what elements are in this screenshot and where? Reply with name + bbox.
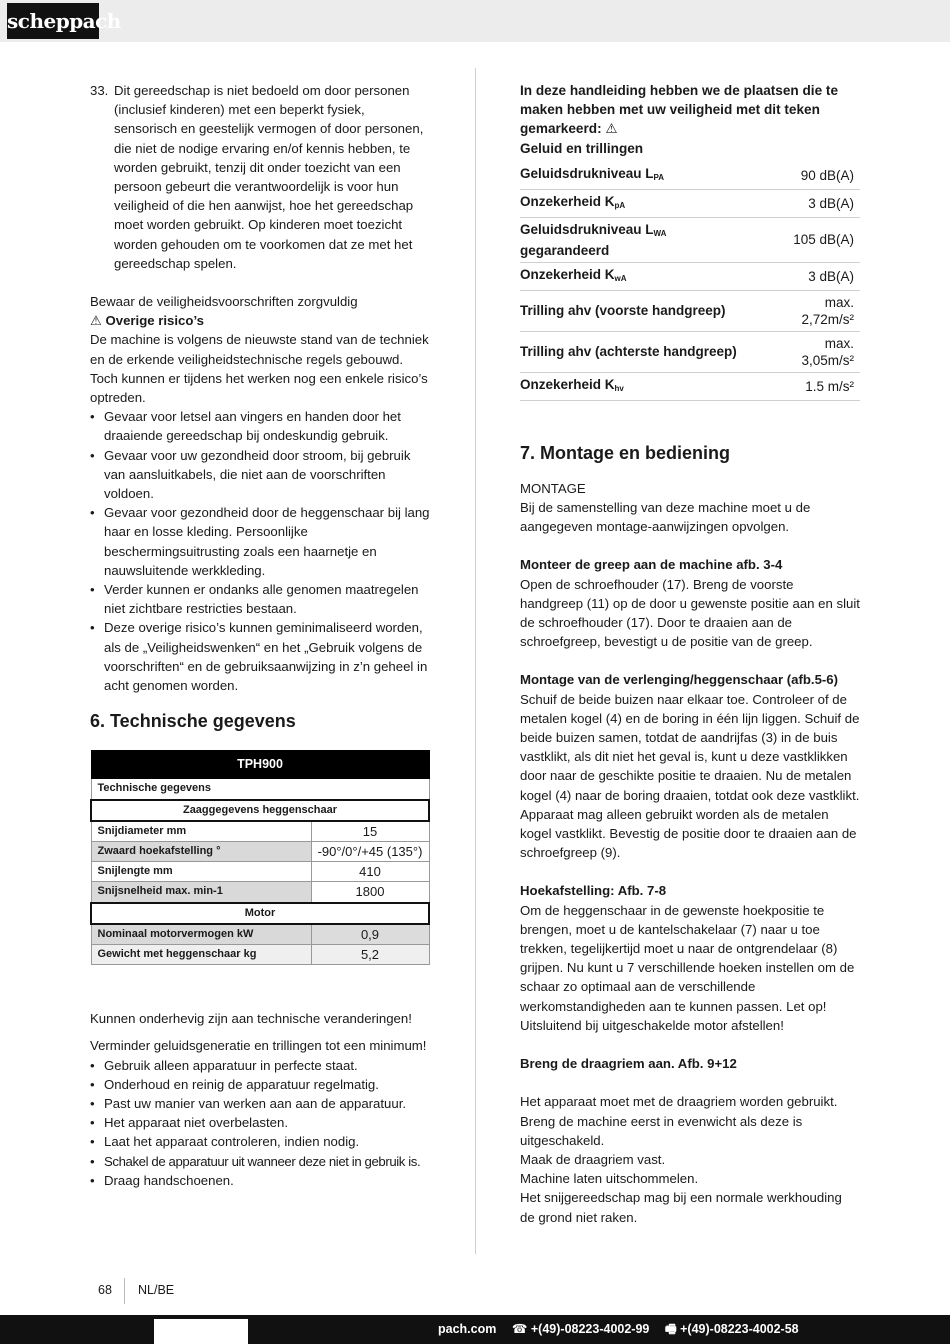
list-item: • Schakel de apparatuur uit wanneer deze niet in gebruik is. [90,1153,421,1169]
angle-heading: Hoekafstelling: Afb. 7-8 [520,883,667,899]
risks-intro: De machine is volgens de nieuwste stand van de techniek en de erkende veiligheidstechnische regels gebouwd. Toch kunnen er tijdens het werken nog een enkele risico’s optreden. [90,332,429,406]
contact-info [438,1315,811,1344]
mount-label: MONTAGE [520,480,586,496]
table-row: Zwaard hoekafstelling ° -90°/0°/+45 (135°) [91,841,429,861]
list-item: • Gebruik alleen apparatuur in perfecte staat. [90,1057,358,1073]
footer-blank-box [154,1319,248,1344]
list-item: • Draag handschoenen. [90,1172,234,1188]
table-row: Onzekerheid $K_{pA}$ 3 dB(A) [520,189,860,217]
table-row: Trilling ahv (achterste handgreep) max. 3,05m/s² [520,331,860,372]
list-item: • Gevaar voor letsel aan vingers en handen door het draaiende gereedschap bij ondeskundig gebruik. [90,409,401,444]
extension-heading: Montage van de verlenging/heggenschaar (afb.5-6) [520,672,839,688]
risks-heading: ⚠ Overige risico’s [90,313,204,329]
table-row: Snijsnelheid max. min-1 1800 [91,882,429,903]
list-item: • Het apparaat niet overbelasten. [90,1115,289,1131]
strap-heading: Breng de draagriem aan. Afb. 9+12 [520,1056,737,1072]
strap-line: Maak de draagriem vast. [520,1151,666,1167]
safety-sign-note: In deze handleiding hebben we de plaatsen die te maken hebben met uw veiligheid met dit teken gemarkeerd: ⚠ [520,83,838,137]
footer-divider [124,1278,125,1304]
noise-vibration-table [520,162,860,401]
list-item: • Verder kunnen er ondanks alle genomen maatregelen niet zichtbare restricties bestaan. [90,582,419,617]
table-row: Nominaal motorvermogen kW 0,9 [91,924,429,945]
table-row: Snijlengte mm 410 [91,862,429,882]
brand-logo: scheppach [7,3,99,39]
list-item: • Gevaar voor uw gezondheid door stroom, bij gebruik van aansluitkabels, die niet aan de voorschriften voldoen. [90,447,411,502]
item-number: 33. [90,83,109,98]
table-row: Technische gegevens [91,779,429,800]
table-row: Geluidsdrukniveau $L_{WA}$ gegarandeerd 105 dB(A) [520,217,860,262]
list-item: • Gevaar voor gezondheid door de heggenschaar bij lang haar en losse kleding. Persoonlijke beschermingsuitrusting zoals een haarnetje en nauwsluitende werkkleding. [90,505,430,578]
contact-bar [0,1315,950,1344]
mount-intro: Bij de samenstelling van deze machine moet u de aangegeven montage-aanwijzingen opvolgen. [520,500,811,535]
table-row: Snijdiameter mm 15 [91,821,429,842]
page-number: 68 [98,1283,112,1297]
safety-item-33 [90,81,430,273]
angle-text: Om de heggenschaar in de gewenste hoekpositie te brengen, moet u de kantelschakelaar (7) naar u toe trekken, tegelijkertijd moet u naar de ontgrendelaar (8) grijpen. Nu kunt u 7 verschillende hoeken instellen om de schaar zo optimaal aan de verschillende werkomstandigheden aan te kunnen passen. Let op! Uitsluitend bij uitgeschakelde motor afstellen! [520,902,855,1033]
header-bar [0,0,950,42]
strap-line: Machine laten uitschommelen. [520,1171,699,1187]
table-row: Trilling ahv (voorste handgreep) max. 2,72m/s² [520,290,860,331]
list-item: • Past uw manier van werken aan aan de apparatuur. [90,1095,407,1111]
tech-heading: 6. Technische gegevens [90,711,296,732]
mount-heading: 7. Montage en bediening [520,442,731,463]
phone-text: ☎ +(49)-08223-4002-99 [511,1322,650,1336]
tech-specs-table [90,750,430,965]
strap-line: Het apparaat moet met de draagriem worden gebruikt. [520,1094,838,1110]
extension-text: Schuif de beide buizen naar elkaar toe. Controleer of de metalen kogel (4) en de boring in één lijn liggen. Schuif de beide buizen samen, totdat de aandrijfas (3) in de buis vastklikt, als dit niet het geval is, kunt u deze vastklikken door naar de geschikte positie te draaien. Nu de metalen kogel (4) naar de boring draaien, totdat ook deze vastklikt. Apparaat mag alleen gebruikt worden als de metalen kogel vastklikt. Bevestig de positie door te draaien aan de schroefgreep (9). [520,691,860,861]
table-row: Onzekerheid $K_{wA}$ 3 dB(A) [520,262,860,290]
column-divider [475,68,476,1254]
website-text: pach.com [438,1322,497,1336]
table-row: Gewicht met heggenschaar kg 5,2 [91,944,429,964]
fax-text: 🖷 +(49)-08223-4002-58 [664,1322,799,1336]
keep-instructions-text: Bewaar de veiligheidsvoorschriften zorgvuldig [90,294,358,310]
model-name: TPH900 [91,751,429,779]
risks-list [90,407,430,695]
table-row: Geluidsdrukniveau $L_{PA}$ 90 dB(A) [520,162,860,190]
noise-heading: Geluid en trillingen [520,140,644,156]
strap-line: Breng de machine eerst in evenwicht als deze is uitgeschakeld. [520,1113,803,1148]
item-text: Dit gereedschap is niet bedoeld om door personen (inclusief kinderen) met een beperkt fysiek, sensorisch en geestelijk vermogen of door personen, die niet de nodige ervaring en/of kennis hebben, te worden gebruikt, tenzij dit onder toezicht van een persoon gebeurt die verantwoordelijk is voor hun veiligheid of die hen aanwijst, hoe het gereedschap moet worden gebruikt. Op kinderen moet toezicht worden gehouden om te voorkomen dat ze met het gereedschap spelen. [114,83,424,271]
table-row: Zaaggegevens heggenschaar [91,800,429,821]
list-item: • Deze overige risico’s kunnen geminimaliseerd worden, als de „Veiligheidswenken“ en het „Gebruik volgens de voorschriften“ en de gebruiksaanwijzing in z’n geheel in acht genomen worden. [90,620,428,694]
reduce-intro: Verminder geluidsgeneratie en trillingen tot een minimum! [90,1038,427,1054]
right-column [520,81,860,1227]
list-item: • Onderhoud en reinig de apparatuur regelmatig. [90,1076,379,1092]
table-row: Motor [91,903,429,924]
grip-text: Open de schroefhouder (17). Breng de voorste handgreep (11) op de door u gewenste positie aan en sluit de schroefhouder (17). Door te draaien aan de schroefgreep, bevestigt u de positie van de greep. [520,576,860,650]
table-header-row [91,751,429,779]
table-row: Onzekerheid $K_{hv}$ 1.5 m/s² [520,372,860,400]
language-code: NL/BE [138,1283,175,1297]
left-column [90,81,430,1190]
list-item: • Laat het apparaat controleren, indien nodig. [90,1134,360,1150]
grip-heading: Monteer de greep aan de machine afb. 3-4 [520,557,783,573]
changes-note: Kunnen onderhevig zijn aan technische veranderingen! [90,1011,412,1027]
strap-line: Het snijgereedschap mag bij een normale werkhouding de grond niet raken. [520,1190,842,1225]
reduce-list [90,1056,430,1190]
